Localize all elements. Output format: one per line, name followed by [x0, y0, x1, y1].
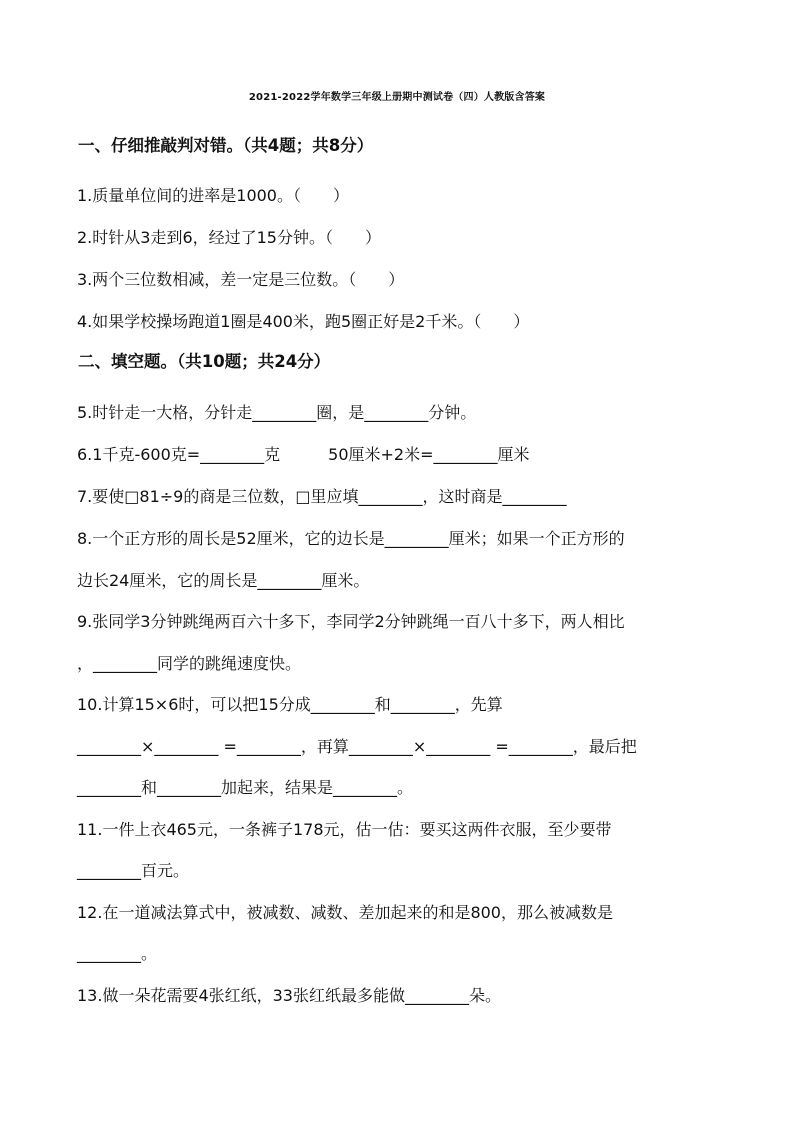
question-10-line-3: ________和________加起来，结果是________。	[77, 778, 414, 797]
question-10-line-1: 10.计算15×6时，可以把15分成________和________，先算	[77, 695, 503, 714]
question-8-line-1: 8.一个正方形的周长是52厘米，它的边长是________厘米；如果一个正方形的	[77, 529, 625, 548]
question-11-line-1: 11.一件上衣465元，一条裤子178元，估一估：要买这两件衣服，至少要带	[77, 820, 612, 839]
question-10-line-2: ________×________ =________，再算________×________ =________，最后把	[77, 737, 637, 756]
question-9-line-1: 9.张同学3分钟跳绳两百六十多下，李同学2分钟跳绳一百八十多下，两人相比	[77, 612, 625, 631]
section-heading-true-false: 一、仔细推敲判对错。（共4题；共8分）	[78, 136, 374, 155]
question-5: 5.时针走一大格，分针走________圈，是________分钟。	[77, 403, 477, 422]
question-6: 6.1千克-600克=________克 50厘米+2米=________厘米	[77, 445, 530, 464]
section-heading-fill-blank: 二、填空题。（共10题；共24分）	[78, 352, 331, 371]
question-1: 1.质量单位间的进率是1000。（ ）	[77, 186, 349, 205]
page-title: 2021-2022学年数学三年级上册期中测试卷（四）人教版含答案	[248, 92, 546, 103]
question-2: 2.时针从3走到6，经过了15分钟。（ ）	[77, 228, 381, 247]
question-11-line-2: ________百元。	[77, 861, 190, 880]
question-12-line-2: ________。	[77, 944, 158, 963]
question-12-line-1: 12.在一道减法算式中，被减数、减数、差加起来的和是800，那么被减数是	[77, 903, 613, 922]
question-3: 3.两个三位数相减，差一定是三位数。（ ）	[77, 270, 405, 289]
question-4: 4.如果学校操场跑道1圈是400米，跑5圈正好是2千米。（ ）	[77, 312, 530, 331]
question-9-line-2: ，________同学的跳绳速度快。	[77, 654, 302, 673]
question-7: 7.要使□81÷9的商是三位数，□里应填________，这时商是________	[77, 487, 567, 506]
question-13: 13.做一朵花需要4张红纸，33张红纸最多能做________朵。	[77, 986, 501, 1005]
question-8-line-2: 边长24厘米，它的周长是________厘米。	[77, 571, 370, 590]
